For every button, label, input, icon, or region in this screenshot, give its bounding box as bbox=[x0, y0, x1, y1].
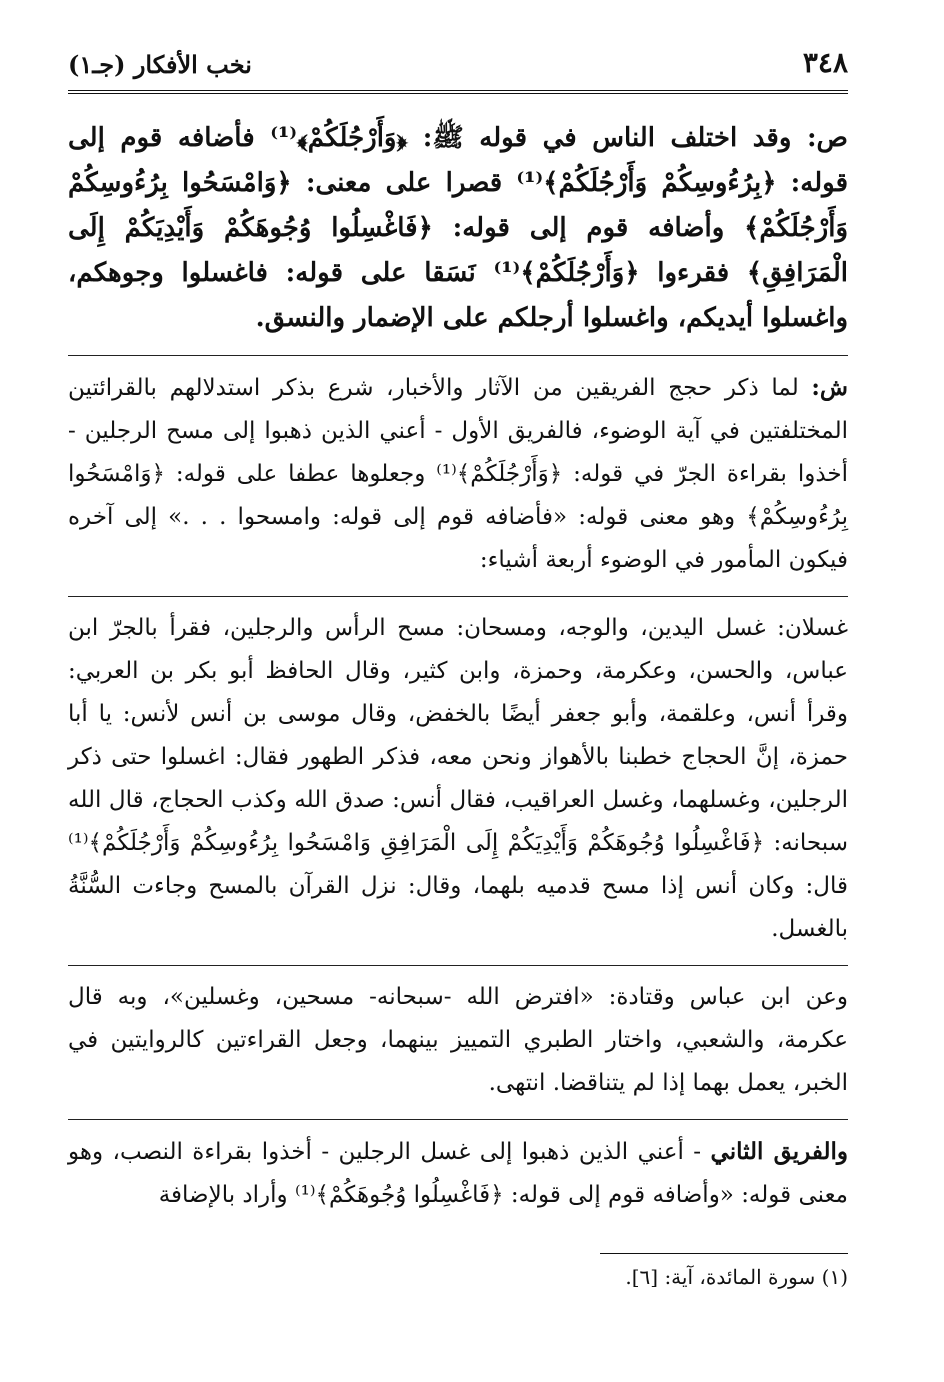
book-page bbox=[68, 40, 848, 1227]
paragraph-ibn-abbas-text: وعن ابن عباس وقتادة: «افترض الله -سبحانه- مسحين، وغسلين»، وبه قال عكرمة، والشعبي، واختار الطبري التمييز بينهما، وجعل القراءتين كالروايتين في الخبر، يعمل بهما إذا لم يتناقضا. انتهى. bbox=[68, 984, 848, 1096]
footnote: (١) سورة المائدة، آية: [٦]. bbox=[625, 1265, 848, 1289]
paragraph-second-group bbox=[68, 1130, 848, 1217]
page-number: ٣٤٨ bbox=[802, 46, 848, 79]
main-text bbox=[68, 116, 848, 1217]
sharh-text: لما ذكر حجج الفريقين من الآثار والأخبار، شرع بذكر استدلالهم بالقرائتين المختلفتين في آية الوضوء، فالفريق الأول - أعني الذين ذهبوا إلى مسح الرجلين - أخذوا بقراءة الجرّ في قوله: ﴿وَأَرْجُلَكُمْ﴾⁽¹⁾ وجعلوها عطفا على قوله: ﴿وَامْسَحُوا بِرُءُوسِكُمْ﴾ وهو معنى قوله: «فأضافه قوم إلى قوله: وامسحوا . . .» إلى آخره فيكون المأمور في الوضوء أربعة أشياء: bbox=[68, 375, 848, 573]
matn-text: وقد اختلف الناس في قوله ﷺ: ﴿وَأَرْجُلَكُمْ﴾⁽¹⁾ فأضافه قوم إلى قوله: ﴿بِرُءُوسِكُمْ وَأَرْجُلَكُمْ﴾⁽¹⁾ قصرا على معنى: ﴿وَامْسَحُوا بِرُءُوسِكُمْ وَأَرْجُلَكُمْ﴾ وأضافه قوم إلى قوله: ﴿فَاغْسِلُوا وُجُوهَكُمْ وَأَيْدِيَكُمْ إِلَى الْمَرَافِقِ﴾ فقرءوا ﴿وَأَرْجُلَكُمْ﴾⁽¹⁾ نَسَقا على قوله: فاغسلوا وجوهكم، واغسلوا أيديكم، واغسلوا أرجلكم على الإضمار والنسق. bbox=[68, 123, 849, 333]
second-group-text: - أعني الذين ذهبوا إلى غسل الرجلين - أخذوا بقراءة النصب، وهو معنى قوله: «وأضافه قوم إلى قوله: ﴿فَاغْسِلُوا وُجُوهَكُمْ﴾⁽¹⁾ وأراد بالإضافة bbox=[68, 1139, 848, 1208]
paragraph-ibn-abbas bbox=[68, 976, 848, 1105]
footnote-rule bbox=[600, 1253, 848, 1254]
section-divider bbox=[68, 355, 848, 356]
section-divider bbox=[68, 596, 848, 597]
sharh-paragraph bbox=[68, 366, 848, 582]
page-header bbox=[68, 40, 848, 94]
section-divider bbox=[68, 965, 848, 966]
matn-paragraph bbox=[68, 116, 848, 341]
matn-label: ص: bbox=[806, 123, 848, 153]
paragraph-readings bbox=[68, 607, 848, 951]
paragraph-readings-text: غسلان: غسل اليدين، والوجه، ومسحان: مسح الرأس والرجلين، فقرأ بالجرّ ابن عباس، والحسن، وعكرمة، وحمزة، وابن كثير، وقال الحافظ أبو بكر بن العربي: وقرأ أنس، وعلقمة، وأبو جعفر أيضًا بالخفض، وقال موسى بن أنس لأنس: يا أبا حمزة، إنَّ الحجاج خطبنا بالأهواز ونحن معه، فذكر الطهور فقال: اغسلوا حتى ذكر الرجلين، وغسلهما، وغسل العراقيب، فقال أنس: صدق الله وكذب الحجاج، قال الله سبحانه: ﴿فَاغْسِلُوا وُجُوهَكُمْ وَأَيْدِيَكُمْ إِلَى الْمَرَافِقِ وَامْسَحُوا بِرُءُوسِكُمْ وَأَرْجُلَكُمْ﴾⁽¹⁾ قال: وكان أنس إذا مسح قدميه بلهما، وقال: نزل القرآن بالمسح وجاءت السُّنَّةُ بالغسل. bbox=[68, 615, 848, 942]
running-title: نخب الأفكار (جـ١) bbox=[68, 50, 252, 79]
section-divider bbox=[68, 1119, 848, 1120]
sharh-label: ش: bbox=[811, 374, 848, 401]
second-group-label: والفريق الثاني bbox=[710, 1138, 849, 1165]
